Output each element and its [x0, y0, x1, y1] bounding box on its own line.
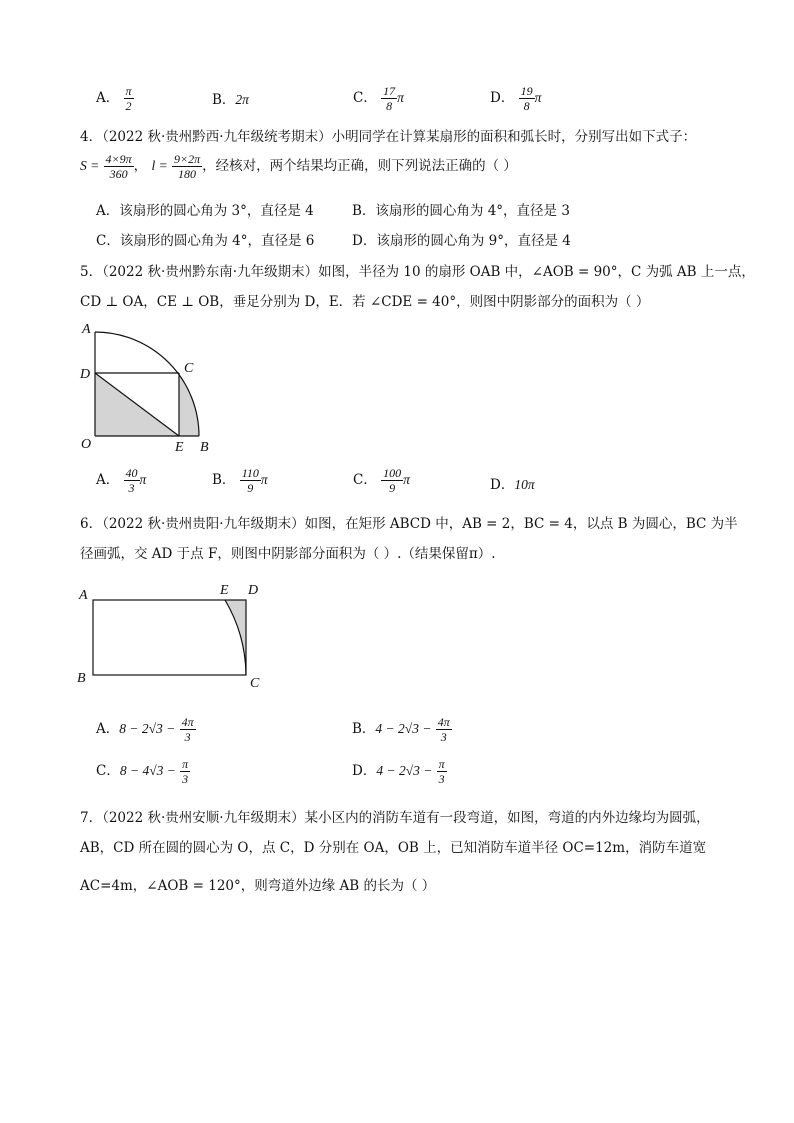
q5-label-b: B	[200, 440, 209, 455]
q7-stem-line1: 7．（2022 秋·贵州安顺·九年级期末）某小区内的消防车道有一段弯道，如图，弯道的内外边缘均为圆弧，	[80, 810, 710, 826]
q6-label-a: A	[79, 588, 88, 603]
q5-shaded-arc-piece	[179, 373, 199, 436]
q5-figure	[76, 318, 226, 460]
q4-option-d: D．该扇形的圆心角为 9°，直径是 4	[352, 233, 571, 249]
q7-stem-line3: AC=4m，∠AOB = 120°，则弯道外边缘 AB 的长为（ ）	[80, 878, 436, 894]
q4-option-c: C．该扇形的圆心角为 4°，直径是 6	[96, 233, 315, 249]
q3-option-c: C． $\frac{17}{8}$ π	[353, 84, 404, 113]
fraction: $\frac{\pi}{3}$	[438, 757, 445, 786]
fraction: $\frac{40}{3}$	[125, 466, 138, 495]
q6-option-c: C．8 − 4√3 − $\frac{\pi}{3}$	[96, 757, 189, 786]
q7-stem-line2: AB，CD 所在圆的圆心为 O，点 C，D 分别在 OA，OB 上，已知消防车道半径 OC=12m，消防车道宽	[80, 840, 707, 856]
q3-option-d: D． $\frac{19}{8}$ π	[490, 84, 542, 113]
q6-label-e: E	[220, 583, 229, 598]
fraction: $\frac{4\pi}{3}$	[437, 715, 450, 744]
fraction: $\frac{4\pi}{3}$	[181, 715, 194, 744]
q6-label-d: D	[248, 583, 259, 598]
q5-label-a: A	[82, 322, 91, 337]
fraction: $\frac{100}{9}$	[383, 466, 402, 495]
fraction: $\frac{17}{8}$	[383, 84, 396, 113]
q6-rectangle	[93, 600, 246, 675]
q3-option-b: B．2π	[212, 92, 249, 108]
q6-option-d: D．4 − 2√3 − $\frac{\pi}{3}$	[352, 757, 445, 786]
q4-formula-line: S = $\frac{4\times 9\pi}{360}$ ， l = $\frac{9\times 2\pi}{180}$ ，经核对，两个结果均正确，则下列说法正确的（ ）	[80, 152, 517, 181]
q6-label-b: B	[77, 671, 86, 686]
q5-option-a: A． $\frac{40}{3}$ π	[96, 466, 147, 495]
arc-fraction: $\frac{9\times 2\pi}{180}$	[174, 152, 201, 181]
q4-option-b: B．该扇形的圆心角为 4°，直径是 3	[352, 203, 570, 219]
q5-label-d: D	[80, 367, 91, 382]
fraction: $\frac{110}{9}$	[241, 466, 259, 495]
fraction: $\frac{\pi}{3}$	[182, 757, 189, 786]
q5-stem-line2: CD ⊥ OA，CE ⊥ OB，垂足分别为 D，E．若 ∠CDE = 40°，则图中阴影部分的面积为（ ）	[80, 294, 650, 310]
q3-option-a: A． $\frac{\pi}{2}$	[96, 84, 132, 113]
fraction: $\frac{\pi}{2}$	[125, 84, 132, 113]
q5-label-o: O	[81, 437, 92, 452]
q5-label-e: E	[175, 440, 184, 455]
q5-option-d: D．10π	[490, 477, 535, 493]
q5-option-c: C． $\frac{100}{9}$ π	[353, 466, 410, 495]
q5-option-b: B． $\frac{110}{9}$ π	[212, 466, 268, 495]
q4-option-a: A．该扇形的圆心角为 3°，直径是 4	[96, 203, 314, 219]
area-fraction: $\frac{4\times 9\pi}{360}$	[105, 152, 132, 181]
q6-figure	[74, 578, 274, 690]
q4-stem-line1: 4．（2022 秋·贵州黔西·九年级统考期末）小明同学在计算某扇形的面积和弧长时，分别写出如下式子：	[80, 129, 697, 145]
q5-stem-line1: 5．（2022 秋·贵州黔东南·九年级期末）如图，半径为 10 的扇形 OAB 中，∠AOB = 90°，C 为弧 AB 上一点，	[80, 264, 755, 280]
q6-option-b: B．4 − 2√3 − $\frac{4\pi}{3}$	[352, 715, 450, 744]
q6-label-c: C	[250, 676, 260, 690]
fraction: $\frac{19}{8}$	[520, 84, 533, 113]
q5-label-c: C	[184, 361, 194, 376]
q6-option-a: A．8 − 2√3 − $\frac{4\pi}{3}$	[96, 715, 194, 744]
q6-stem-line1: 6．（2022 秋·贵州贵阳·九年级期末）如图，在矩形 ABCD 中，AB = 2，BC = 4，以点 B 为圆心，BC 为半	[80, 516, 738, 532]
q6-stem-line2: 径画弧，交 AD 于点 F，则图中阴影部分面积为（ ）.（结果保留π）.	[80, 546, 496, 562]
q6-shaded-region	[225, 600, 246, 675]
